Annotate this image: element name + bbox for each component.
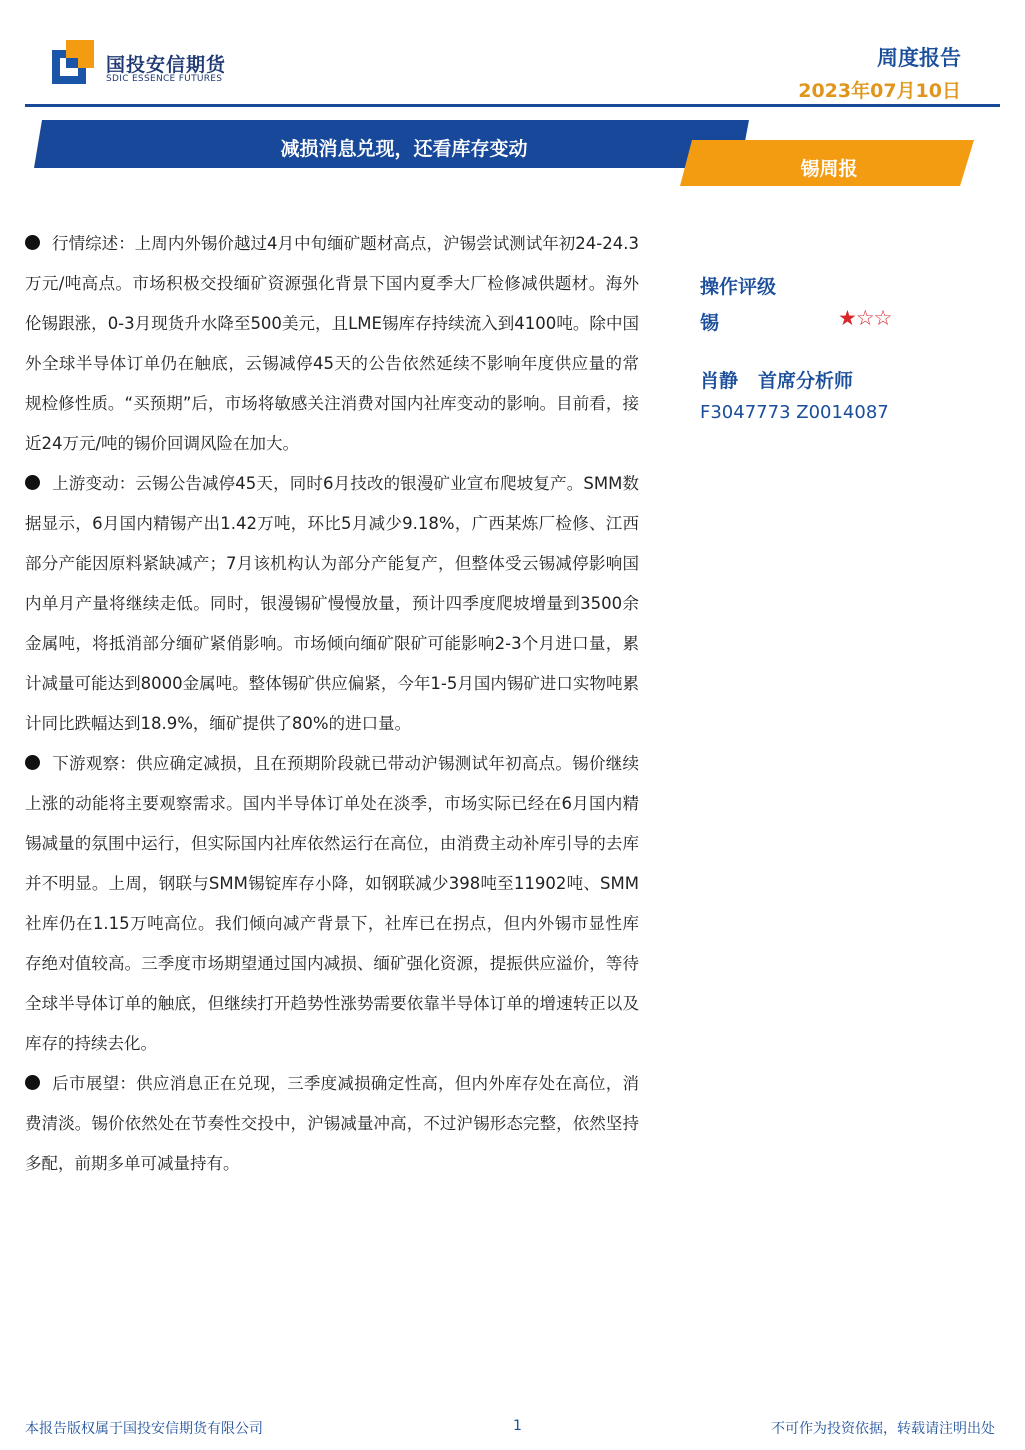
analyst-name: 肖静 bbox=[700, 370, 739, 392]
paragraph-text: 上游变动：云锡公告减停45天，同时6月技改的银漫矿业宣布爬坡复产。SMM数据显示，6月国内精锡产出1.42万吨，环比5月减少9.18%，广西某炼厂检修、江西部分产能因原料紧缺减产；7月该机构认为部分产能复产，但整体受云锡减停影响国内单月产量将继续走低。同时，银漫锡矿慢慢放量，预计四季度爬坡增量到3500余金属吨，将抵消部分缅矿紧俏影响。市场倾向缅矿限矿可能影响2-3个月进口量，累计减量可能达到8000金属吨。整体锡矿供应偏紧，今年1-5月国内锡矿进口实物吨累计同比跌幅达到18.9%，缅矿提供了80%的进口量。 bbox=[25, 474, 639, 733]
header-divider bbox=[25, 104, 1000, 107]
page-header bbox=[0, 0, 1025, 110]
paragraph-market-summary bbox=[25, 224, 639, 464]
footer-copyright: 本报告版权属于国投安信期货有限公司 bbox=[25, 1421, 263, 1437]
rating-commodity: 锡 bbox=[700, 312, 720, 334]
star-filled-icon: ★ bbox=[838, 306, 856, 330]
report-date: 2023年07月10日 bbox=[798, 80, 961, 102]
bullet-icon bbox=[25, 475, 40, 490]
report-title: 减损消息兑现，还看库存变动 bbox=[280, 138, 528, 160]
analyst-title: 首席分析师 bbox=[758, 370, 854, 392]
report-category-tag: 锡周报 bbox=[800, 158, 858, 180]
paragraph-text: 下游观察：供应确定减损，且在预期阶段就已带动沪锡测试年初高点。锡价继续上涨的动能将主要观察需求。国内半导体订单处在淡季，市场实际已经在6月国内精锡减量的氛围中运行，但实际国内社库依然运行在高位，由消费主动补库引导的去库并不明显。上周，钢联与SMM锡锭库存小降，如钢联减少398吨至11902吨、SMM社库仍在1.15万吨高位。我们倾向减产背景下，社库已在拐点，但内外锡市显性库存绝对值较高。三季度市场期望通过国内减损、缅矿强化资源，提振供应溢价，等待全球半导体订单的触底，但继续打开趋势性涨势需要依靠半导体订单的增速转正以及库存的持续去化。 bbox=[25, 754, 639, 1053]
bullet-icon bbox=[25, 755, 40, 770]
bullet-icon bbox=[25, 1075, 40, 1090]
paragraph-text: 后市展望：供应消息正在兑现，三季度减损确定性高，但内外库存处在高位，消费清淡。锡价依然处在节奏性交投中，沪锡减量冲高，不过沪锡形态完整，依然坚持多配，前期多单可减量持有。 bbox=[25, 1074, 639, 1173]
analyst-license-ids: F3047773 Z0014087 bbox=[700, 402, 889, 423]
rating-label: 操作评级 bbox=[700, 276, 777, 298]
page-number: 1 bbox=[513, 1418, 522, 1434]
report-body bbox=[25, 224, 639, 1184]
report-type: 周度报告 bbox=[877, 46, 961, 70]
title-banner bbox=[34, 120, 974, 190]
rating-stars bbox=[838, 306, 891, 330]
paragraph-downstream bbox=[25, 744, 639, 1064]
company-name: 国投安信期货 bbox=[106, 54, 227, 76]
company-logo-icon bbox=[52, 40, 96, 86]
company-name-en: SDIC ESSENCE FUTURES bbox=[106, 74, 223, 84]
bullet-icon bbox=[25, 235, 40, 250]
paragraph-text: 行情综述：上周内外锡价越过4月中旬缅矿题材高点，沪锡尝试测试年初24-24.3万元/吨高点。市场积极交投缅矿资源强化背景下国内夏季大厂检修减供题材。海外伦锡跟涨，0-3月现货升水降至500美元，且LME锡库存持续流入到4100吨。除中国外全球半导体订单仍在触底，云锡减停45天的公告依然延续不影响年度供应量的常规检修性质。“买预期”后，市场将敏感关注消费对国内社库变动的影响。目前看，接近24万元/吨的锡价回调风险在加大。 bbox=[25, 234, 639, 453]
footer-disclaimer: 不可作为投资依据，转载请注明出处 bbox=[771, 1421, 995, 1437]
paragraph-outlook bbox=[25, 1064, 639, 1184]
star-empty-icon: ☆☆ bbox=[855, 306, 892, 330]
paragraph-upstream bbox=[25, 464, 639, 744]
